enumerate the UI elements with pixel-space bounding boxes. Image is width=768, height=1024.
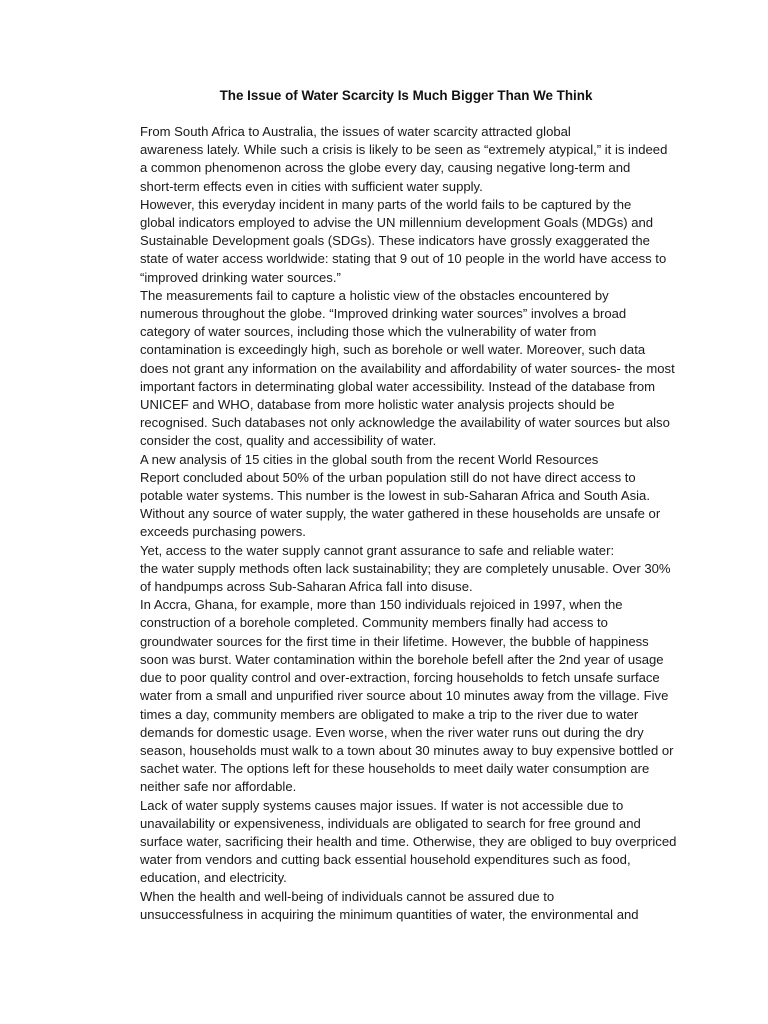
text-line: groundwater sources for the first time in their lifetime. However, the bubble of happiness xyxy=(140,633,649,649)
paragraph xyxy=(94,596,674,796)
text-line: times a day, community members are obligated to make a trip to the river due to water xyxy=(140,706,639,722)
text-line: short-term effects even in cities with sufficient water supply. xyxy=(140,178,483,194)
text-line: Report concluded about 50% of the urban population still do not have direct access to xyxy=(140,469,636,485)
text-line: numerous throughout the globe. “Improved drinking water sources” involves a broad xyxy=(140,306,627,322)
text-line: In Accra, Ghana, for example, more than 150 individuals rejoiced in 1997, when the xyxy=(140,597,623,613)
document-body xyxy=(94,123,677,924)
text-line: However, this everyday incident in many parts of the world fails to be captured by the xyxy=(140,196,632,212)
text-line: consider the cost, quality and accessibility of water. xyxy=(140,433,437,449)
text-line: Yet, access to the water supply cannot grant assurance to safe and reliable water: xyxy=(140,542,615,558)
text-line: construction of a borehole completed. Community members finally had access to xyxy=(140,615,608,631)
text-line: category of water sources, including those which the vulnerability of water from xyxy=(140,324,597,340)
text-line: awareness lately. While such a crisis is likely to be seen as “extremely atypical,” it is indeed xyxy=(140,142,668,158)
text-line: education, and electricity. xyxy=(140,870,287,886)
text-line: Lack of water supply systems causes major issues. If water is not accessible due to xyxy=(140,797,624,813)
text-line: neither safe nor affordable. xyxy=(140,779,297,795)
text-line: sachet water. The options left for these households to meet daily water consumption are xyxy=(140,761,650,777)
text-line: global indicators employed to advise the UN millennium development Goals (MDGs) and xyxy=(140,215,654,231)
text-line: A new analysis of 15 cities in the global south from the recent World Resources xyxy=(140,451,599,467)
paragraph xyxy=(94,542,671,597)
text-line: demands for domestic usage. Even worse, when the river water runs out during the dry xyxy=(140,724,644,740)
document-title: The Issue of Water Scarcity Is Much Bigger Than We Think xyxy=(219,88,593,103)
text-line: contamination is exceedingly high, such as borehole or well water. Moreover, such data xyxy=(140,342,646,358)
text-line: of handpumps across Sub-Saharan Africa fall into disuse. xyxy=(140,579,473,595)
text-line: unavailability or expensiveness, individuals are obligated to search for free ground and xyxy=(140,815,641,831)
text-line: “improved drinking water sources.” xyxy=(140,269,341,285)
text-line: Without any source of water supply, the water gathered in these households are unsafe or xyxy=(140,506,661,522)
paragraph xyxy=(94,797,677,888)
text-line: soon was burst. Water contamination within the borehole befell after the 2nd year of usage xyxy=(140,651,664,667)
paragraph xyxy=(94,451,661,542)
paragraph xyxy=(94,888,654,924)
text-line: When the health and well-being of individuals cannot be assured due to xyxy=(140,888,555,904)
paragraph xyxy=(94,287,675,451)
text-line: The measurements fail to capture a holistic view of the obstacles encountered by xyxy=(140,287,609,303)
text-line: state of water access worldwide: stating that 9 out of 10 people in the world have access to xyxy=(140,251,667,267)
text-line: water from vendors and cutting back essential household expenditures such as food, xyxy=(140,852,631,868)
text-line: water from a small and unpurified river source about 10 minutes away from the village. Five xyxy=(140,688,669,704)
text-line: the water supply methods often lack sustainability; they are completely unusable. Over 30% xyxy=(140,560,671,576)
text-line: From South Africa to Australia, the issues of water scarcity attracted global xyxy=(140,124,571,139)
text-line: UNICEF and WHO, database from more holistic water analysis projects should be xyxy=(140,397,615,413)
text-line: unsuccessfulness in acquiring the minimum quantities of water, the environmental and xyxy=(140,906,639,922)
text-line: due to poor quality control and over-extraction, forcing households to fetch unsafe surface xyxy=(140,670,660,686)
text-line: important factors in determinating global water accessibility. Instead of the database from xyxy=(140,378,656,394)
text-line: season, households must walk to a town about 30 minutes away to buy expensive bottled or xyxy=(140,742,674,758)
text-line: recognised. Such databases not only acknowledge the availability of water sources but also xyxy=(140,415,670,431)
text-line: a common phenomenon across the globe every day, causing negative long-term and xyxy=(140,160,631,176)
text-line: exceeds purchasing powers. xyxy=(140,524,306,540)
paragraph xyxy=(94,123,668,196)
text-line: does not grant any information on the availability and affordability of water sources- the most xyxy=(140,360,675,376)
text-line: surface water, sacrificing their health and time. Otherwise, they are obliged to buy overpriced xyxy=(140,833,677,849)
paragraph xyxy=(94,196,667,287)
text-line: Sustainable Development goals (SDGs). These indicators have grossly exaggerated the xyxy=(140,233,650,249)
text-line: potable water systems. This number is the lowest in sub-Saharan Africa and South Asia. xyxy=(140,488,650,504)
